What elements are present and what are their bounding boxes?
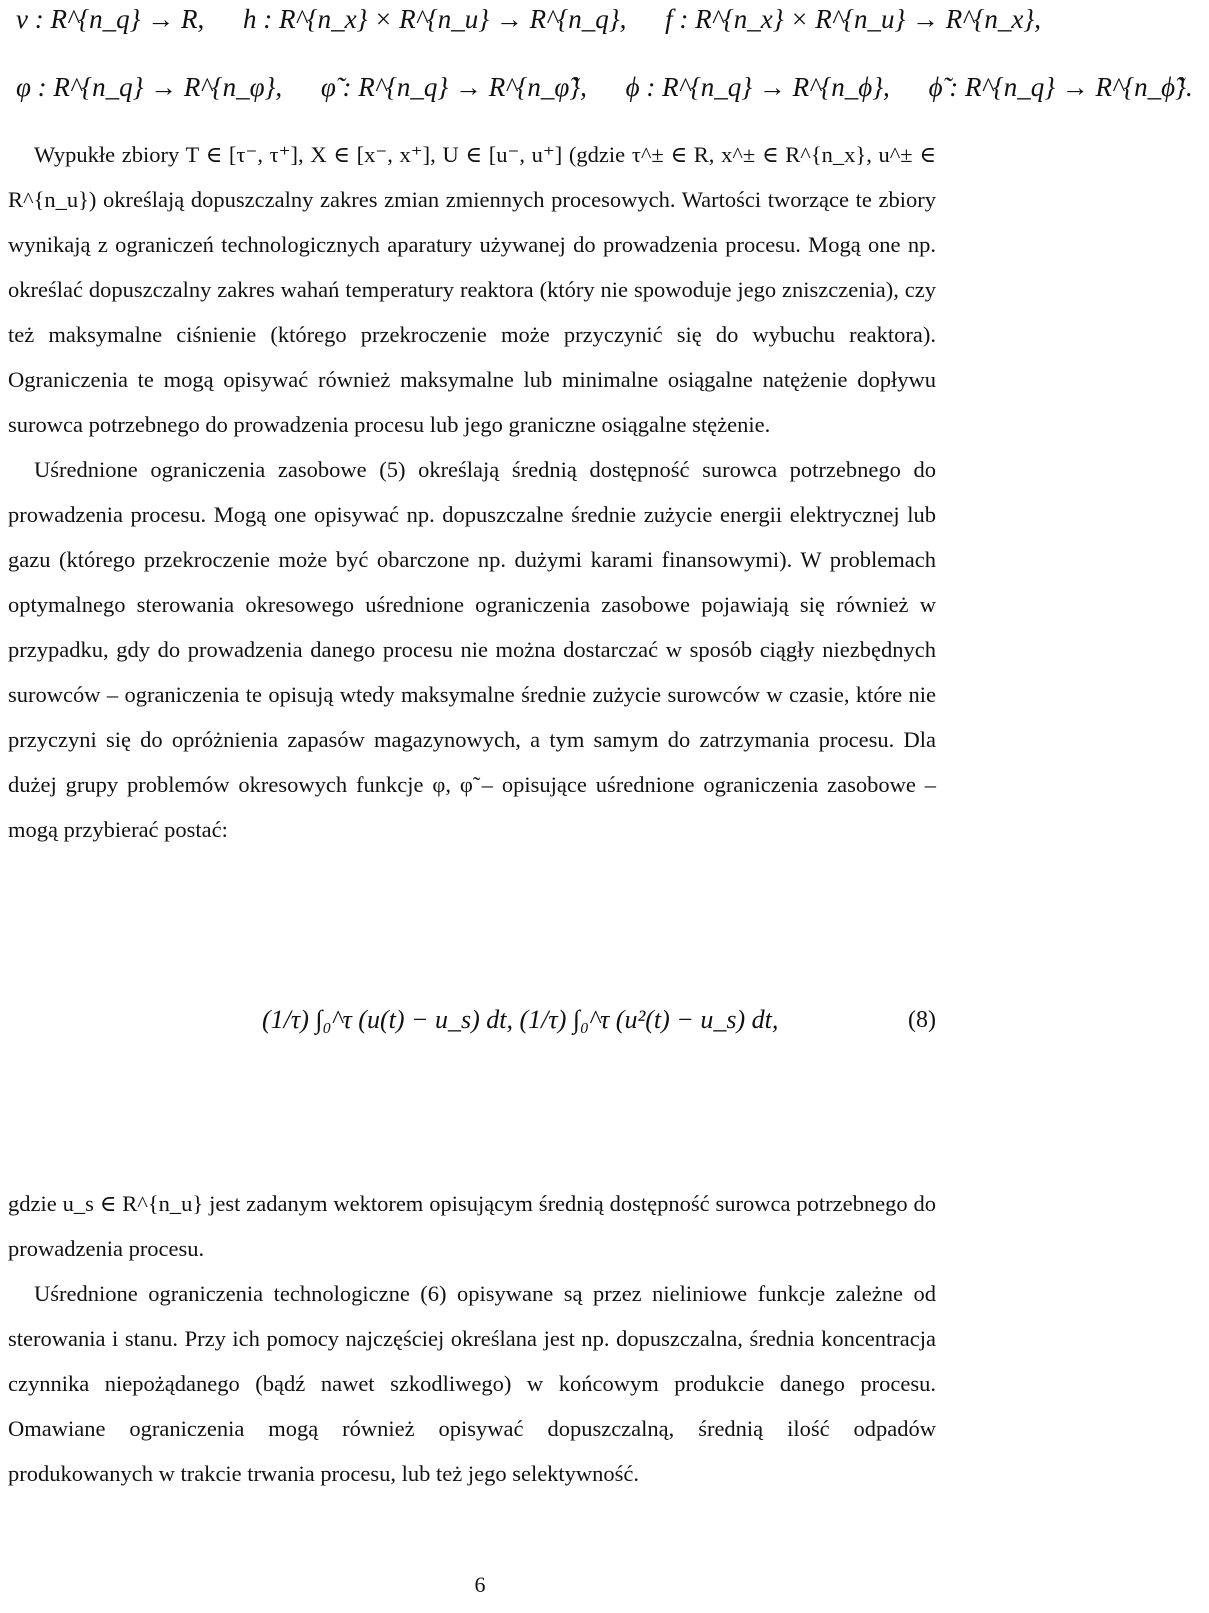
paragraph-technological-constraints: Uśrednione ograniczenia technologiczne (6) opisywane są przez nieliniowe funkcje zależne od sterowania i stanu. Przy ich pomocy najczęściej określana jest np. dopuszczalna, średnia koncentracja czynnika niepożądanego (bądź nawet szkodliwego) w końcowym produkcie danego procesu. Omawiane ograniczenia mogą również opisywać dopuszczalną, średnią ilość odpadów produkowanych w trakcie trwania procesu, lub też jego selektywność. <box>8 1281 936 1486</box>
equation-number: (8) <box>908 1007 936 1033</box>
math-mapping-f: f : R^{n_x} × R^{n_u} → R^{n_x}, <box>665 4 1041 34</box>
math-mapping-phi-tilde: φ̃ : R^{n_q} → R^{n_φ̃}, <box>320 72 587 102</box>
math-mappings-row-2 <box>0 72 1193 103</box>
page-number: 6 <box>474 1572 486 1597</box>
paragraph-averaged-resource-constraints: Uśrednione ograniczenia zasobowe (5) określają średnią dostępność surowca potrzebnego do prowadzenia procesu. Mogą one opisywać np. dopuszczalne średnie zużycie energii elektrycznej lub gazu (którego przekroczenie może być obarczone np. dużymi karami finansowymi). W problemach optymalnego sterowania okresowego uśrednione ograniczenia zasobowe pojawiają się również w przypadku, gdy do prowadzenia danego procesu nie można dostarczać w sposób ciągły niezbędnych surowców – ograniczenia te opisują wtedy maksymalne średnie zużycie surowców w czasie, które nie przyczyni się do opróżnienia zapasów magazynowych, a tym samym do zatrzymania procesu. Dla dużej grupy problemów okresowych funkcje φ, φ̃ – opisujące uśrednione ograniczenia zasobowe – mogą przybierać postać: <box>8 457 936 842</box>
body-text-lower <box>8 1181 936 1496</box>
math-mapping-varphi: ϕ : R^{n_q} → R^{n_ϕ}, <box>625 72 890 102</box>
math-mapping-varphi-tilde: ϕ̃ : R^{n_q} → R^{n_ϕ̃}. <box>928 72 1193 102</box>
body-text-upper <box>8 132 936 852</box>
equation-expression: (1/τ) ∫₀^τ (u(t) − u_s) dt, (1/τ) ∫₀^τ (u²(t) − u_s) dt, <box>262 1005 779 1034</box>
math-mapping-nu: ν : R^{n_q} → R, <box>16 4 205 34</box>
math-mappings-row-1 <box>0 4 1041 35</box>
paragraph-convex-sets: Wypukłe zbiory T ∈ [τ⁻, τ⁺], X ∈ [x⁻, x⁺], U ∈ [u⁻, u⁺] (gdzie τ^± ∈ R, x^± ∈ R^{n_x}, u^± ∈ R^{n_u}) określają dopuszczalny zakres zmian zmiennych procesowych. Wartości tworzące te zbiory wynikają z ograniczeń technologicznych aparatury używanej do prowadzenia procesu. Mogą one np. określać dopuszczalny zakres wahań temperatury reaktora (który nie spowoduje jego zniszczenia), czy też maksymalne ciśnienie (którego przekroczenie może przyczynić się do wybuchu reaktora). Ograniczenia te mogą opisywać również maksymalne lub minimalne osiągalne natężenie dopływu surowca potrzebnego do prowadzenia procesu lub jego graniczne osiągalne stężenie. <box>8 142 936 437</box>
math-mapping-h: h : R^{n_x} × R^{n_u} → R^{n_q}, <box>242 4 627 34</box>
math-mapping-phi: φ : R^{n_q} → R^{n_φ}, <box>16 72 283 102</box>
paragraph-where-us: gdzie u_s ∈ R^{n_u} jest zadanym wektorem opisującym średnią dostępność surowca potrzebnego do prowadzenia procesu. <box>8 1191 936 1261</box>
equation-8 <box>0 985 960 1065</box>
